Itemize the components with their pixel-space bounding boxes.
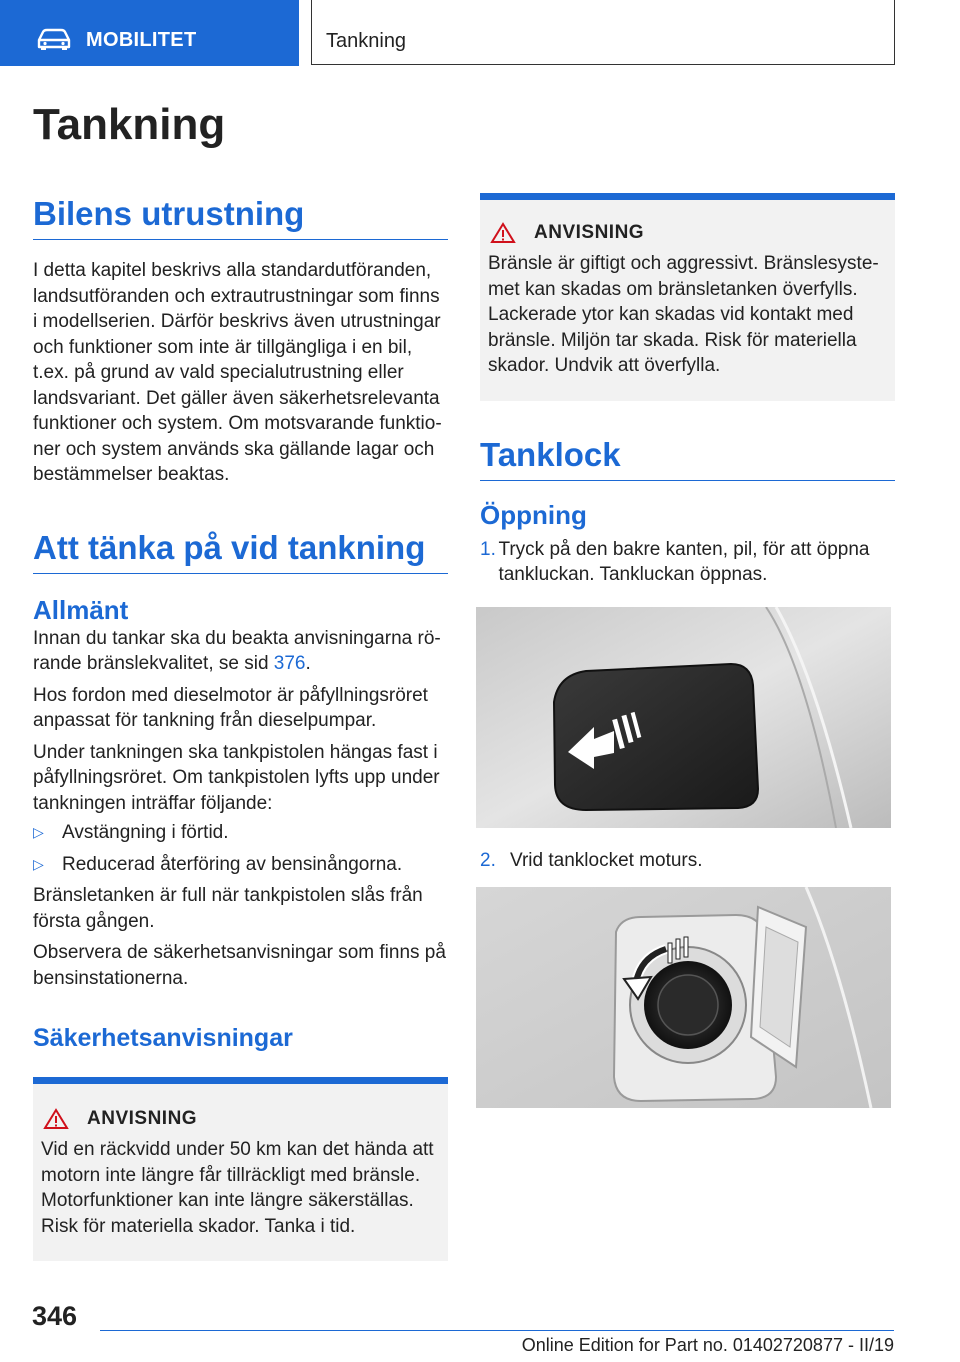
warning-text: Bränsle är giftigt och aggressivt. Bränslesystemet kan skadas om bränsletanken överfylls. Lackerade ytor kan skadas vid kontakt med bränsle. Miljön tar skada. Risk för materiella skador. Undvik att överfylla. [488,253,879,376]
warning-title: ANVISNING [534,222,645,243]
warning-title: ANVISNING [87,1108,198,1129]
footer-divider [100,1330,894,1331]
warning-icon [43,1108,69,1130]
heading-sakerhetsanvisningar: Säkerhetsanvisningar [33,1024,293,1052]
heading-oppning: Öppning [480,499,587,530]
triangle-bullet-icon: ▷ [33,824,44,840]
warning-box-fuel [480,193,895,401]
paragraph-fuel-quality: Innan du tankar ska du beakta anvisningarna rörande bränslekvalitet, se sid 376. [33,627,441,674]
triangle-bullet-icon: ▷ [33,855,44,872]
page-link-376[interactable]: 376 [273,653,306,674]
heading-allmant: Allmänt [33,594,129,625]
fuel-flap-photo [476,607,891,828]
paragraph-nozzle: Under tankningen ska tankpistolen hängas fast i påfyllningsröret. Om tankpistolen lyfts upp under tankningen inträffar följande: [33,741,440,814]
list-item: 1. Tryck på den bakre kanten, pil, för att öppna tankluckan. Tankluckan öppnas. [480,538,870,585]
left-column [33,94,448,1261]
paragraph-tank-full: Bränsletanken är full när tankpistolen slås från första gången. [33,885,423,932]
heading-tanklock: Tanklock [480,433,895,481]
header-chapter-box [311,0,895,65]
header-chapter-label: Tankning [326,30,407,52]
page-number: 346 [32,1301,78,1331]
page-title: Tankning [33,100,226,149]
list-item: ▷ Reducerad återföring av bensinångorna. [33,852,448,878]
warning-text: Vid en räckvidd under 50 km kan det hända att motorn inte längre får tillräckligt med bränsle. Motorfunktioner kan inte längre säkerställas. Risk för materiella skador. Tanka i tid. [41,1139,434,1237]
list-item: 2. Vrid tanklocket moturs. [480,850,703,871]
heading-bilens-utrustning: Bilens utrustning [33,192,448,240]
warning-box-range [33,1077,448,1261]
heading-att-tanka: Att tänka på vid tankning [33,526,448,574]
list-item: ▷ Avstängning i förtid. [33,820,448,846]
header-section-tab[interactable] [0,0,299,66]
car-icon [36,28,72,50]
footer-edition: Online Edition for Part no. 01402720877 - II/19 [521,1335,894,1355]
paragraph-diesel: Hos fordon med dieselmotor är påfyllningsröret anpassat för tankning från dieselpumpar. [33,684,428,731]
intro-paragraph: I detta kapitel beskrivs alla standardutföranden, landsutföranden och extrautrustningar som finns i modellserien. Därför beskrivs även utrustningar och funktioner som inte är tillgängliga i en bil, t.ex. på grund av vald specialutrustning eller landsvariant. Det gäller även säkerhetsrelevanta funktioner och system. Om motsvarande funktioner och system används ska gällande lagar och bestämmelser beaktas. [33,260,442,485]
paragraph-station-safety: Observera de säkerhetsanvisningar som finns på bensinstationerna. [33,942,446,989]
right-column [480,193,895,588]
warning-icon [490,222,516,244]
header-section-label: MOBILITET [86,29,197,51]
fuel-cap-photo [476,887,891,1108]
